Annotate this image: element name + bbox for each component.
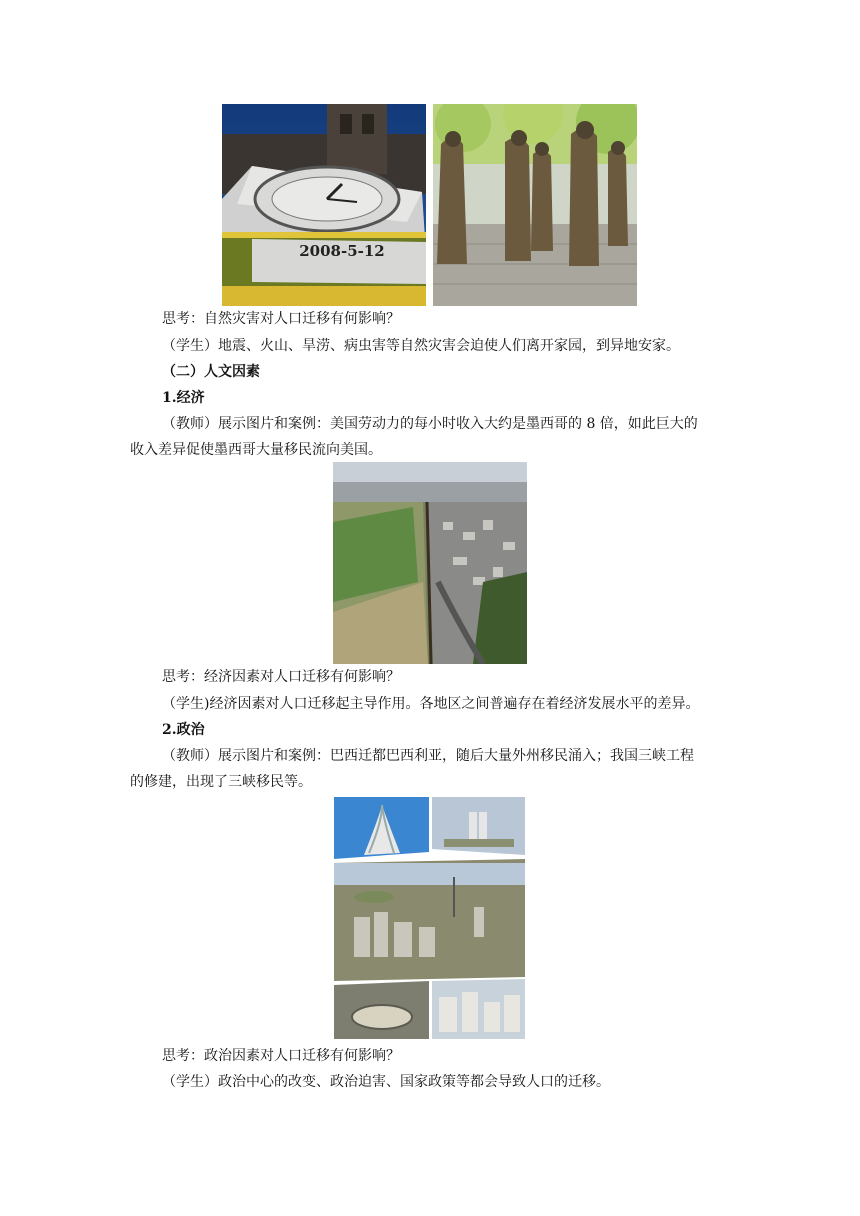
section-heading-human-factors: （二）人文因素 [162,364,260,380]
economy-case-line2: 收入差异促使墨西哥大量移民流向美国。 [130,442,382,458]
question-natural-disaster: 思考：自然灾害对人口迁移有何影响？ [162,311,400,327]
answer-natural-disaster: （学生）地震、火山、旱涝、病虫害等自然灾害会迫使人们离开家园，到异地安家。 [162,338,680,354]
border-aerial-photo [333,462,527,664]
subheading-politics: 2.政治 [162,722,205,738]
subheading-economy: 1.经济 [162,390,205,406]
question-political: 思考：政治因素对人口迁移有何影响？ [162,1048,400,1064]
question-economic: 思考：经济因素对人口迁移有何影响？ [162,669,400,685]
answer-political: （学生）政治中心的改变、政治迫害、国家政策等都会导致人口的迁移。 [162,1074,610,1090]
famine-statues-photo [433,104,637,306]
politics-case-line1: （教师）展示图片和案例：巴西迁都巴西利亚，随后大量外州移民涌入；我国三峡工程 [162,748,694,764]
economy-case-line1: （教师）展示图片和案例：美国劳动力的每小时收入大约是墨西哥的 8 倍，如此巨大的 [162,416,698,432]
politics-case-line2: 的修建，出现了三峡移民等。 [130,774,312,790]
clock-memorial-photo [222,104,426,306]
answer-economic: （学生)经济因素对人口迁移起主导作用。各地区之间普遍存在着经济发展水平的差异。 [162,696,700,712]
memorial-date-stamp: 2008-5-12 [299,242,385,260]
brasilia-collage-photo [334,797,525,1039]
